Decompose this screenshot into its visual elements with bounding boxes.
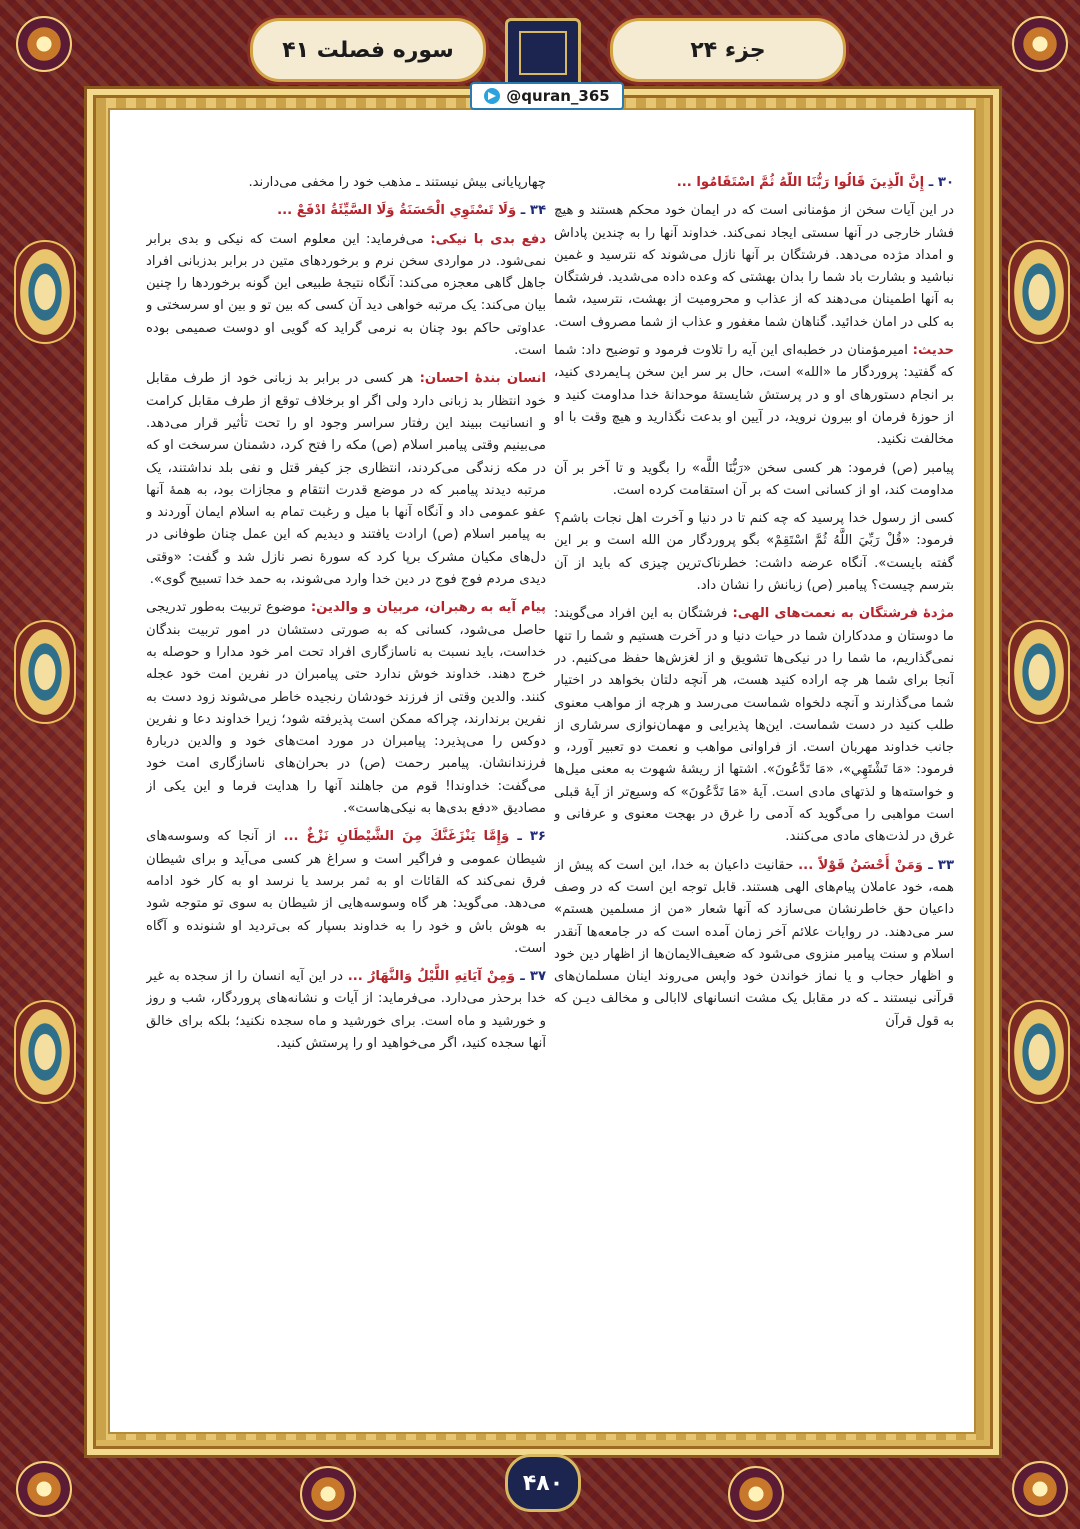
surah-header-cartouche [250, 18, 486, 82]
paragraph: کسی از رسول خدا پرسید که چه کنم تا در دنیا و آخرت اهل نجات باشم؟ فرمود: «قُلْ رَبِّيَ اللَّهُ ثُمَّ اسْتَقِمْ» بگو پروردگار من الله است و بر این گفته بایست». آنگاه عرضه داشت: خطرناک‌ترین چیزی که باید از آن بترسم چیست؟ پیامبر (ص) زبانش را نشان داد. [554, 511, 954, 594]
left-ornament-medallion-3 [14, 1000, 76, 1104]
paragraph: انسان بندهٔ احسان: هر کسی در برابر بد زبانی خود از طرف مقابل خود انتظار بد زبانی دارد ولی اگر او برخلاف توقع از طرف مقابل کرامت و انسانیت ببیند این رفتار سراسر وجود او را تحت تأثیر قرار می‌دهد. می‌بینیم وقتی پیامبر اسلام (ص) مکه را فتح کرد، دشمنان سرسخت او که در مکه زندگی می‌کردند، انتظاری جز کیفر قتل و نفی بلد نداشتند، یک مرتبه دیدند پیامبر که در موضع قدرت انتقام و مجازات بود، به همهٔ آنها عفو عمومی داد و آنگاه آنها با میل و رغبت تمام به اسلام ایمان آوردند و به پیامبر اسلام (ص) ارادت یافتند و دیدیم که این عمل چنان طوفانی در دل‌های مکیان مشرک برپا کرد که سورهٔ نصر نازل شد و گفت: «وقتی دیدی مردم فوج فوج در دین خدا وارد می‌شوند، به حمد خدا تسبیح گوی». [146, 371, 546, 588]
juz-label: جزء ۲۴ [690, 37, 766, 63]
left-ornament-medallion-1 [14, 240, 76, 344]
bottom-rosette-right [728, 1466, 784, 1522]
surah-label: سوره فصلت ۴۱ [282, 37, 454, 63]
corner-rosette-top-left [16, 16, 72, 72]
right-ornament-medallion-1 [1008, 240, 1070, 344]
paragraph: ۳۶ ـ وَإِمَّا يَنْزَغَنَّكَ مِنَ الشَّيْطَانِ نَزْغٌ ... از آنجا که وسوسه‌های شیطان عمومی و فراگیر است و سراغ هر کسی می‌آید و برای شیطان فرق نمی‌کند که القائات او به ثمر برسد یا نرسد او به کار خود ادامه می‌دهد. می‌گوید: هر گاه وسوسه‌هایی از شیطان به سوی تو متوجه شود به هوش باش و خود را به خداوند بسپار که بی‌تردید او شنونده و آگاه است. [146, 829, 546, 956]
paragraph: پیام آیه به رهبران، مربیان و والدین: موضوع تربیت به‌طور تدریجی حاصل می‌شود، کسانی که به صورتی دستشان در امور تربیت بندگان خداست، باید نسبت به ناسازگاری افراد تحت امر خود مدارا و حوصله به خرج دهند. خداوند خوش ندارد حتی پیامبران در نفرین امت خود عجله کنند. والدین وقتی از فرزند خودشان رنجیده خاطر می‌شوند زود دست به نفرین برندارند، چراکه ممکن است پذیرفته شود؛ زیرا خداوند دعا و نفرین دوکس را می‌پذیرد: پیامبران در مورد امت‌های خود و والدین دربارهٔ فرزندانشان. پیامبر رحمت (ص) در بحران‌های ناسازگاری امت خود می‌گفت: خداوندا! قوم من جاهلند آنها را هدایت فرما و این یکی از مصادیق «دفع بدی‌ها به نیکی‌هاست». [146, 600, 546, 817]
page-number-badge: ۴۸۰ [505, 1454, 581, 1512]
corner-rosette-bottom-right [1012, 1461, 1068, 1517]
right-column [554, 172, 954, 1372]
quran-logo-icon [505, 18, 581, 88]
paragraph: چهارپایانی بیش نیستند ـ مذهب خود را مخفی می‌دارند. [248, 175, 546, 190]
telegram-icon [484, 88, 500, 104]
paragraph: ۳۰ ـ إِنَّ الَّذِينَ قَالُوا رَبُّنَا اللَّهُ ثُمَّ اسْتَقَامُوا ... [676, 175, 954, 190]
paragraph: حدیث: امیرمؤمنان در خطبه‌ای این آیه را تلاوت فرمود و توضیح داد: شما که گفتید: پروردگار ما «الله» است، حال بر سر این سخن پـایمردی کنید، بر انجام دستورهای او و در پرستش شایستهٔ موحدانهٔ خدا مداومت کنید و از حوزهٔ فرمان او بیرون نروید، در آیین او بدعت نگذارید و هیچ وقت با او مخالفت نکنید. [554, 343, 954, 448]
paragraph: ۳۳ ـ وَمَنْ أَحْسَنُ قَوْلاً ... حقانیت داعیان به خدا، این است که پیش از همه، خود عاملان پیام‌های الهی هستند. قابل توجه این است که در وصف داعیان حق خاطرنشان می‌سازد که آنها شعار «من از مسلمین هستم» سر می‌دهند. در روایات علائم آخر زمان آمده است که در جامعه‌ها آنقدر اسلام و سنت پیامبر منزوی می‌شود که ضعیف‌الایمان‌ها از اظهار دین خود و اظهار حجاب و یا نماز خواندن خود واپس می‌روند اینان مسلمان‌های قرآنی نیستند ـ که در مقابل یک مشت انسانهای لاابالی و مخالف دیـن که به قول قرآن [554, 857, 954, 1029]
paragraph: ۳۴ ـ وَلَا تَسْتَوِي الْحَسَنَةُ وَلَا السَّيِّئَةُ ادْفَعْ ... [277, 203, 546, 219]
corner-rosette-top-right [1012, 16, 1068, 72]
juz-header-cartouche [610, 18, 846, 82]
right-ornament-medallion-2 [1008, 620, 1070, 724]
paragraph: مژدهٔ فرشتگان به نعمت‌های الهی: فرشتگان به این افراد می‌گویند: ما دوستان و مددکاران شما در حیات دنیا و در آخرت هستیم و شما را تنها نمی‌گذاریم، ما شما را در نیکی‌ها تشویق و از لغزش‌ها حفظ می‌کنیم. در آنجا برای شما هر چه اراده کنید هست، هر آنچه دلتان بخواهد در اختیار شما می‌گذارند و آنچه دلخواه شماست می‌رسد و هرچه از مواهب معنوی طلب کنید در دست شماست. این‌ها پذیرایی و مهمان‌نوازی سرشاری از جانب خداوند مهربان است. از فراوانی مواهب و نعمت دو تعبیر آورد، و فرمود: «مَا تَشْتَهِي»، «مَا تَدَّعُونَ». اشتها از ریشهٔ شهوت به معنی میل‌ها و خواسته‌ها و لذتهای مادی است. آیهٔ «مَا تَدَّعُونَ» که وسیع‌تر از آیهٔ قبلی است مواهبی را می‌گوید که آدمی را غرق در بهجت معنوی و عرفانی و غرق در لذت‌های مادی می‌کنند. [554, 606, 954, 845]
paragraph: دفع بدی با نیکی: می‌فرماید: این معلوم است که نیکی و بدی برابر نمی‌شود. در مواردی سخن نرم و برخوردهای متین در برابر بدزبانی افراد جاهل گاهی معجزه می‌کند: آنگاه نتیجهٔ طبیعی این گونه برخوردها را چنین بیان می‌کند: یک مرتبه خواهی دید آن کسی که بین تو و بین او سرسختی و عداوتی حاکم بود چنان به نرمی گراید که گویی او دوست صمیمی بوده است. [146, 231, 546, 359]
bottom-rosette-left [300, 1466, 356, 1522]
left-ornament-medallion-2 [14, 620, 76, 724]
paragraph: در این آیات سخن از مؤمنانی است که در ایمان خود محکم هستند و هیچ فشار خارجی در آنها سستی ایجاد نمی‌کند. خداوند آنها را به چندین پاداش و امداد مژده می‌دهد. فرشتگان بر آنها نازل می‌شوند که نترسید و غمین نباشید و بشارت باد شما را بدان بهشتی که وعده داده می‌شدید. فرشتگان به آنها اطمینان می‌دهند که از عذاب و محرومیت از بهشت، نترسید، شما به کلی در امان خدائید. گناهان شما مغفور و عذاب از شما مصروف است. [554, 203, 954, 330]
corner-rosette-bottom-left [16, 1461, 72, 1517]
channel-handle-badge[interactable] [470, 82, 624, 110]
paragraph: پیامبر (ص) فرمود: هر کسی سخن «رَبُّنَا اللَّه» را بگوید و تا آخر بر آن مداومت کند، او از کسانی است که بر آن استقامت کرده است. [554, 460, 954, 498]
channel-handle: @quran_365 [506, 87, 610, 105]
left-column [146, 172, 546, 1372]
right-ornament-medallion-3 [1008, 1000, 1070, 1104]
paragraph: ۳۷ ـ وَمِنْ آيَاتِهِ اللَّيْلُ وَالنَّهَارُ ... در این آیه انسان را از سجده به غیر خدا برحذر می‌دارد. می‌فرماید: از آیات و نشانه‌های پروردگار، شب و روز و خورشید و ماه است. برای خورشید و ماه سجده نکنید؛ بلکه برای خالق آنها سجده کنید، اگر می‌خواهید او را پرستش کنید. [146, 969, 546, 1051]
